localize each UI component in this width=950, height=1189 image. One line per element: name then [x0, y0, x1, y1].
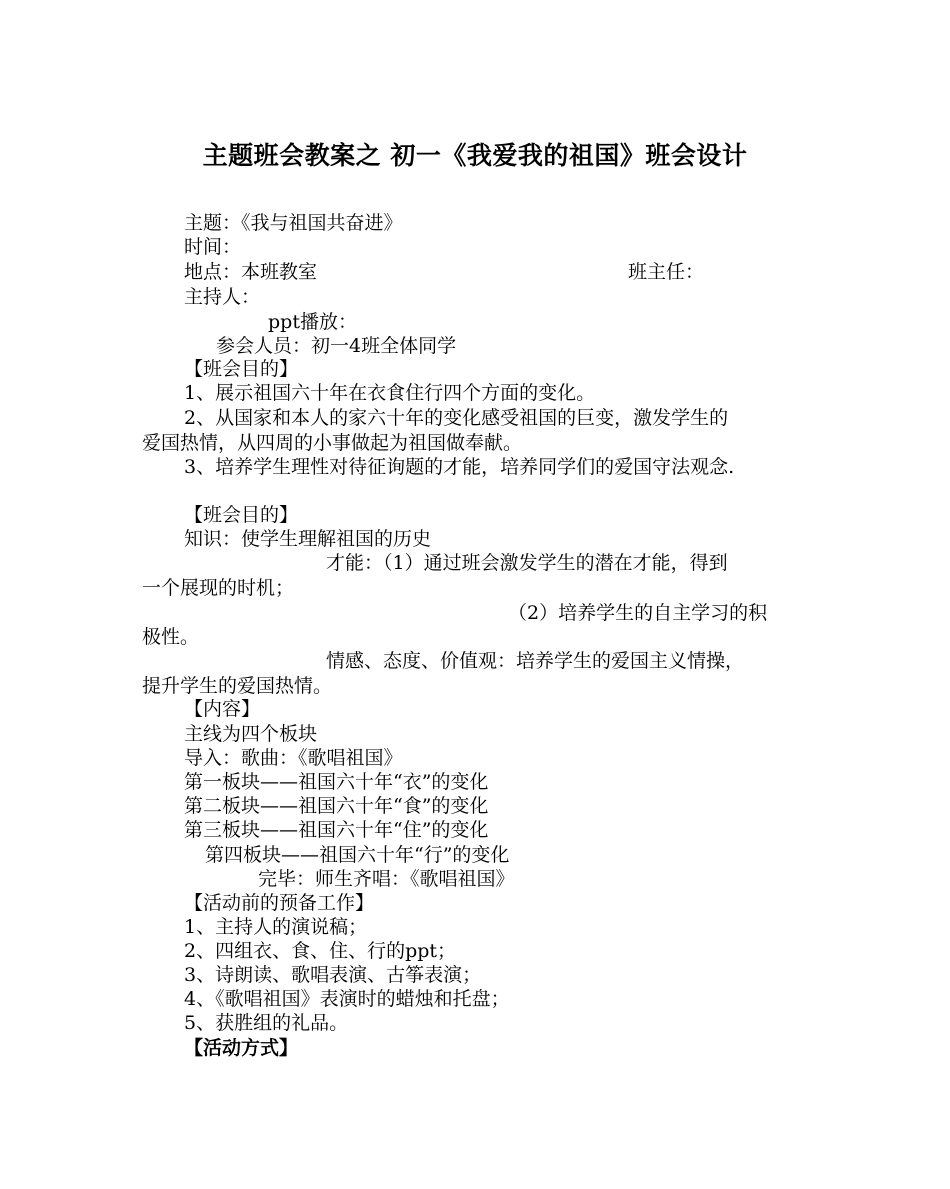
goal-item-3: 3、培养学生理性对待征询题的才能，培养同学们的爱国守法观念.	[184, 456, 735, 478]
host-line: 主持人：	[184, 286, 261, 308]
block-2-line: 第二板块——祖国六十年“食”的变化	[184, 795, 489, 817]
page-title: 主题班会教案之 初一《我爱我的祖国》班会设计	[202, 141, 748, 170]
prep-item-1: 1、主持人的演说稿；	[184, 916, 368, 938]
teacher-line: 班主任：	[628, 261, 705, 283]
section-heading-method: 【活动方式】	[184, 1037, 299, 1059]
ability-line-2: （2）培养学生的自主学习的积	[508, 602, 768, 624]
prep-item-5: 5、获胜组的礼品。	[184, 1012, 349, 1034]
ability-line-2-cont: 极性。	[142, 626, 200, 648]
theme-line: 主题：《我与祖国共奋进》	[184, 212, 403, 234]
intro-line: 导入：歌曲：《歌唱祖国》	[184, 747, 403, 769]
section-heading-goal: 【班会目的】	[184, 358, 299, 380]
goal-item-1: 1、展示祖国六十年在衣食住行四个方面的变化。	[184, 382, 596, 404]
main-line: 主线为四个板块	[184, 723, 318, 745]
ability-line-1: 才能：（1）通过班会激发学生的潜在才能，得到	[326, 552, 728, 574]
attendees-line: 参会人员：初一4班全体同学	[216, 335, 457, 357]
section-heading-prep: 【活动前的预备工作】	[184, 892, 375, 914]
prep-item-4: 4、《歌唱祖国》表演时的蜡烛和托盘；	[184, 988, 510, 1010]
block-3-line: 第三板块——祖国六十年“住”的变化	[184, 819, 489, 841]
prep-item-2: 2、四组衣、食、住、行的ppt；	[184, 940, 457, 962]
goal-item-2-cont: 爱国热情，从四周的小事做起为祖国做奉献。	[142, 432, 523, 454]
block-4-line: 第四板块——祖国六十年“行”的变化	[205, 844, 510, 866]
goal-item-2: 2、从国家和本人的家六十年的变化感受祖国的巨变，激发学生的	[184, 407, 729, 429]
knowledge-line: 知识：使学生理解祖国的历史	[184, 528, 432, 550]
section-heading-goal-2: 【班会目的】	[184, 504, 299, 526]
time-line: 时间：	[184, 236, 242, 258]
ability-line-1-cont: 一个展现的时机；	[142, 577, 295, 599]
block-1-line: 第一板块——祖国六十年“衣”的变化	[184, 771, 489, 793]
finish-line: 完毕：师生齐唱：《歌唱祖国》	[258, 868, 515, 890]
prep-item-3: 3、诗朗读、歌唱表演、古筝表演；	[184, 964, 482, 986]
section-heading-content: 【内容】	[184, 698, 261, 720]
emotion-line-cont: 提升学生的爱国热情。	[142, 675, 333, 697]
emotion-line: 情感、态度、价值观：培养学生的爱国主义情操，	[326, 650, 745, 672]
place-line: 地点：本班教室	[184, 261, 318, 283]
ppt-line: ppt播放：	[268, 311, 357, 333]
